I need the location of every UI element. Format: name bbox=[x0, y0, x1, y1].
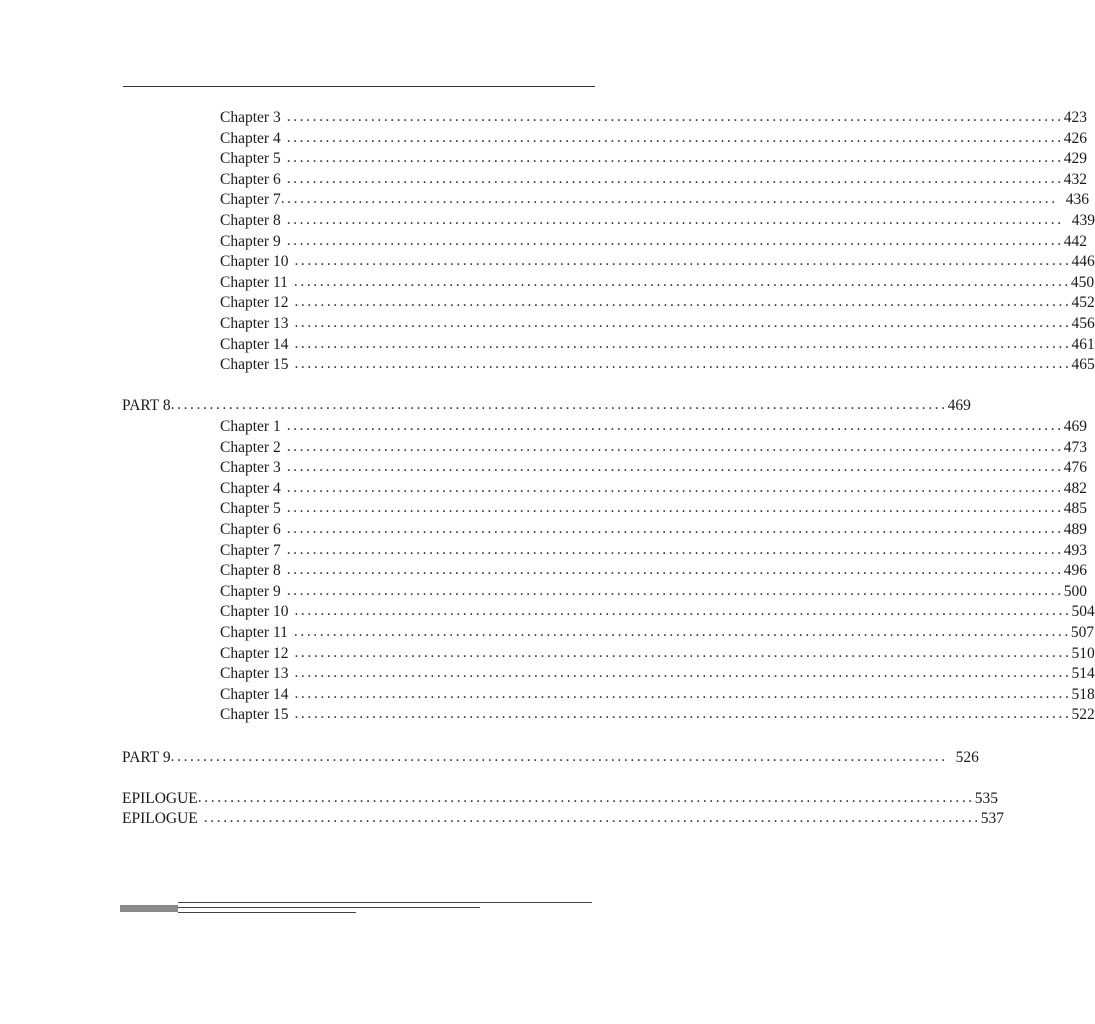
toc-entry-page: 465 bbox=[1071, 356, 1095, 374]
toc-entry-label: Chapter 13 bbox=[220, 665, 289, 683]
toc-part-label: PART 8 bbox=[122, 397, 171, 415]
toc-entry[interactable] bbox=[220, 478, 1087, 500]
toc-entry[interactable] bbox=[220, 664, 1095, 685]
toc-entry[interactable] bbox=[220, 437, 1087, 459]
toc-leader-dots: ........................................................................................................................ bbox=[286, 231, 1064, 249]
toc-entry-label: Chapter 5 bbox=[220, 150, 281, 168]
toc-entry-label: Chapter 13 bbox=[220, 315, 289, 332]
toc-leader-dots: ........................................................................................................................ bbox=[286, 581, 1064, 599]
toc-leader-dots: ........................................................................................................................ bbox=[294, 684, 1072, 702]
toc-entry-label: Chapter 9 bbox=[220, 582, 281, 600]
toc-leader-dots: ........................................................................................................................ bbox=[197, 788, 975, 806]
toc-entry-page: 469 bbox=[947, 397, 971, 415]
toc-entry-page: 461 bbox=[1071, 335, 1095, 353]
toc-entry[interactable] bbox=[220, 705, 1095, 726]
toc-entry-page: 500 bbox=[1063, 582, 1087, 600]
toc-leader-dots: ........................................................................................................................ bbox=[286, 108, 1064, 125]
toc-entry-page: 510 bbox=[1071, 644, 1095, 662]
toc-leader-dots: ........................................................................................................................ bbox=[294, 334, 1072, 352]
toc-entry-label: Chapter 6 bbox=[220, 521, 281, 538]
toc-entry-label: Chapter 2 bbox=[220, 438, 281, 456]
toc-entry-page: 469 bbox=[1063, 418, 1087, 435]
toc-entry-label: Chapter 8 bbox=[220, 562, 281, 580]
toc-entry[interactable] bbox=[220, 190, 1089, 211]
toc-entry-page: 436 bbox=[1065, 191, 1089, 209]
toc-entry-label: Chapter 11 bbox=[220, 273, 288, 291]
toc-entry-page: 522 bbox=[1071, 706, 1095, 724]
toc-entry-label: Chapter 11 bbox=[220, 624, 288, 641]
toc-entry[interactable] bbox=[220, 314, 1095, 335]
toc-entry-label: Chapter 6 bbox=[220, 170, 281, 188]
toc-entry-label: Chapter 3 bbox=[220, 459, 281, 477]
toc-leader-dots: ........................................................................................................................ bbox=[286, 128, 1064, 146]
toc-epilogue-label: EPILOGUE bbox=[122, 810, 198, 828]
toc-entry[interactable] bbox=[220, 211, 1095, 232]
toc-leader-dots: ........................................................................................................................ bbox=[286, 520, 1064, 537]
toc-leader-dots: ........................................................................................................................ bbox=[286, 499, 1064, 517]
toc-leader-dots: ........................................................................................................................ bbox=[280, 190, 1058, 208]
toc-entry[interactable] bbox=[220, 520, 1087, 541]
toc-entry-label: Chapter 4 bbox=[220, 479, 281, 497]
toc-entry-page: 452 bbox=[1071, 294, 1095, 312]
toc-leader-dots: ........................................................................................................................ bbox=[294, 602, 1072, 620]
toc-entry[interactable] bbox=[220, 499, 1087, 520]
toc-entry[interactable] bbox=[220, 581, 1087, 603]
toc-entry[interactable] bbox=[220, 602, 1095, 623]
toc-leader-dots: ........................................................................................................................ bbox=[294, 293, 1072, 311]
toc-entry-label: Chapter 14 bbox=[220, 335, 289, 353]
toc-entry[interactable] bbox=[220, 293, 1095, 314]
toc-leader-dots: ........................................................................................................................ bbox=[170, 396, 948, 414]
toc-entry-page: 537 bbox=[980, 810, 1005, 828]
toc-epilogue-entry[interactable] bbox=[122, 788, 999, 810]
toc-entry-page: 489 bbox=[1063, 521, 1087, 538]
footer-gray-block bbox=[120, 905, 178, 912]
toc-entry-page: 535 bbox=[974, 789, 999, 807]
toc-entry-page: 442 bbox=[1063, 232, 1087, 250]
toc-leader-dots: ........................................................................................................................ bbox=[293, 623, 1071, 640]
toc-entry[interactable] bbox=[220, 108, 1087, 129]
toc-leader-dots: ........................................................................................................................ bbox=[286, 540, 1064, 558]
toc-entry-page: 456 bbox=[1071, 315, 1095, 332]
toc-entry-label: Chapter 10 bbox=[220, 253, 289, 271]
toc-leader-dots: ........................................................................................................................ bbox=[286, 561, 1064, 579]
toc-leader-dots: ........................................................................................................................ bbox=[294, 643, 1072, 661]
toc-entry-label: Chapter 15 bbox=[220, 356, 289, 374]
toc-entry-label: Chapter 9 bbox=[220, 232, 281, 250]
header-rule bbox=[123, 86, 595, 87]
toc-entry-page: 496 bbox=[1063, 562, 1087, 580]
toc-entry-page: 514 bbox=[1071, 665, 1095, 683]
toc-leader-dots: ........................................................................................................................ bbox=[294, 252, 1072, 270]
toc-entry-label: Chapter 1 bbox=[220, 418, 281, 435]
toc-entry-page: 485 bbox=[1063, 500, 1087, 518]
toc-entry-label: Chapter 14 bbox=[220, 685, 289, 703]
toc-entry[interactable] bbox=[220, 643, 1095, 665]
toc-entry-label: Chapter 5 bbox=[220, 500, 281, 518]
toc-entry-label: Chapter 3 bbox=[220, 109, 281, 126]
toc-entry[interactable] bbox=[220, 540, 1087, 562]
toc-entry-page: 432 bbox=[1063, 170, 1087, 188]
toc-entry[interactable] bbox=[220, 128, 1087, 150]
toc-part-label: PART 9 bbox=[122, 748, 171, 766]
toc-entry-page: 439 bbox=[1071, 212, 1095, 229]
toc-entry[interactable] bbox=[220, 458, 1087, 479]
toc-epilogue-entry[interactable] bbox=[122, 809, 1005, 830]
toc-entry[interactable] bbox=[220, 149, 1087, 170]
footer-decoration bbox=[120, 902, 592, 916]
toc-entry-page: 482 bbox=[1063, 479, 1087, 497]
toc-entry-label: Chapter 4 bbox=[220, 129, 281, 147]
toc-entry[interactable] bbox=[220, 334, 1095, 356]
toc-entry-label: Chapter 8 bbox=[220, 212, 281, 229]
toc-entry-page: 450 bbox=[1070, 273, 1095, 291]
toc-entry[interactable] bbox=[220, 231, 1087, 253]
toc-entry-label: Chapter 7 bbox=[220, 191, 281, 209]
toc-leader-dots: ........................................................................................................................ bbox=[286, 458, 1064, 476]
toc-entry-page: 526 bbox=[955, 748, 979, 766]
toc-part-entry[interactable] bbox=[122, 396, 971, 417]
toc-epilogue-label: EPILOGUE bbox=[122, 789, 198, 807]
toc-leader-dots: ........................................................................................................................ bbox=[203, 809, 981, 827]
toc-leader-dots: ........................................................................................................................ bbox=[286, 417, 1064, 434]
toc-entry[interactable] bbox=[220, 355, 1095, 376]
toc-entry-page: 429 bbox=[1063, 150, 1087, 168]
footer-rule-top bbox=[178, 902, 592, 903]
footer-rule-middle bbox=[178, 907, 480, 908]
toc-entry-page: 473 bbox=[1063, 438, 1087, 456]
toc-leader-dots: ........................................................................................................................ bbox=[170, 747, 948, 765]
toc-entry-label: Chapter 12 bbox=[220, 644, 289, 662]
toc-leader-dots: ........................................................................................................................ bbox=[286, 169, 1064, 187]
footer-rule-bottom bbox=[178, 912, 356, 913]
toc-entry-label: Chapter 15 bbox=[220, 706, 289, 724]
toc-entry-page: 426 bbox=[1063, 129, 1087, 147]
toc-entry-page: 518 bbox=[1071, 685, 1095, 703]
toc-entry-label: Chapter 7 bbox=[220, 541, 281, 559]
toc-leader-dots: ........................................................................................................................ bbox=[294, 705, 1072, 723]
toc-entry[interactable] bbox=[220, 684, 1095, 706]
toc-leader-dots: ........................................................................................................................ bbox=[286, 211, 1064, 228]
toc-entry-page: 476 bbox=[1063, 459, 1087, 477]
toc-leader-dots: ........................................................................................................................ bbox=[286, 437, 1064, 455]
toc-entry-page: 423 bbox=[1063, 109, 1087, 126]
toc-entry-page: 493 bbox=[1063, 541, 1087, 559]
toc-entry-label: Chapter 10 bbox=[220, 603, 289, 621]
toc-leader-dots: ........................................................................................................................ bbox=[294, 314, 1072, 331]
toc-entry[interactable] bbox=[220, 561, 1087, 582]
toc-entry[interactable] bbox=[220, 417, 1087, 438]
toc-leader-dots: ........................................................................................................................ bbox=[286, 149, 1064, 167]
toc-entry-page: 507 bbox=[1070, 624, 1095, 641]
toc-entry[interactable] bbox=[220, 272, 1095, 294]
toc-leader-dots: ........................................................................................................................ bbox=[293, 272, 1071, 290]
toc-entry-label: Chapter 12 bbox=[220, 294, 289, 312]
toc-leader-dots: ........................................................................................................................ bbox=[294, 664, 1072, 682]
toc-entry[interactable] bbox=[220, 252, 1095, 273]
toc-leader-dots: ........................................................................................................................ bbox=[294, 355, 1072, 373]
toc-leader-dots: ........................................................................................................................ bbox=[286, 478, 1064, 496]
toc-part-entry[interactable] bbox=[122, 747, 979, 769]
toc-entry-page: 504 bbox=[1071, 603, 1095, 621]
toc-entry[interactable] bbox=[220, 623, 1095, 644]
toc-entry[interactable] bbox=[220, 169, 1087, 191]
toc-entry-page: 446 bbox=[1071, 253, 1095, 271]
